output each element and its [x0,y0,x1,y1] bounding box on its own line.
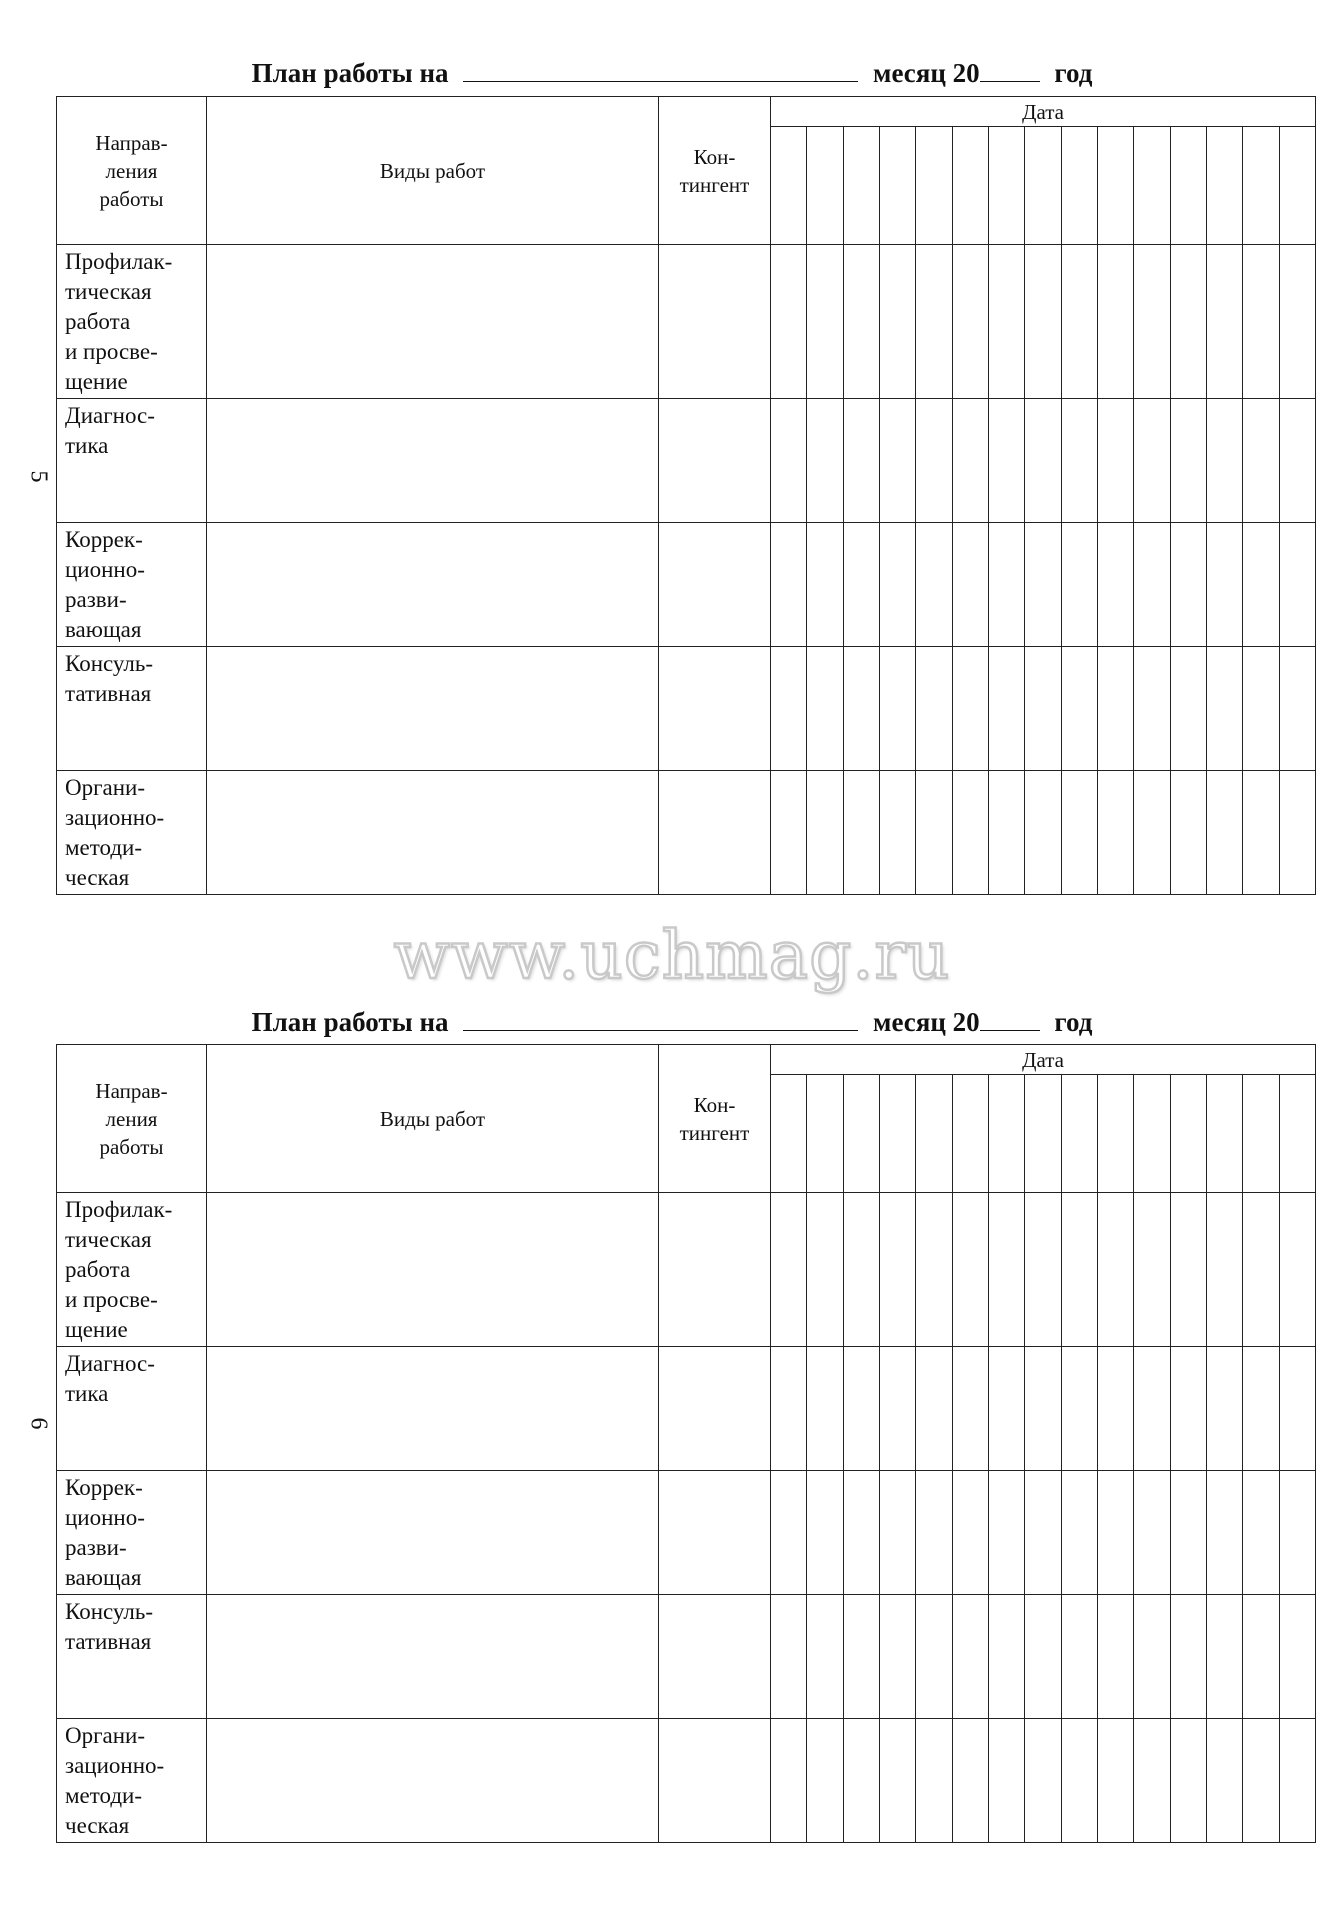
work-types-cell[interactable] [207,1471,659,1595]
date-cell[interactable] [1061,1193,1097,1347]
date-header-cell[interactable] [988,1075,1024,1193]
date-cell[interactable] [1134,1193,1170,1347]
date-cell[interactable] [952,245,988,399]
header-row [57,97,1316,127]
month-blank-field[interactable] [463,55,858,82]
work-types-cell[interactable] [207,1719,659,1843]
date-cell[interactable] [1025,523,1061,647]
date-cell[interactable] [916,1347,952,1471]
date-cell[interactable] [988,771,1024,895]
date-cell[interactable] [807,245,843,399]
table-row [57,1471,1316,1595]
date-cell[interactable] [1097,1471,1133,1595]
date-cell[interactable] [988,1347,1024,1471]
date-cell[interactable] [807,1595,843,1719]
date-cell[interactable] [916,399,952,523]
date-cell[interactable] [1206,523,1242,647]
date-cell[interactable] [1243,1347,1279,1471]
work-types-header: Виды работ [207,97,659,245]
date-header-cell[interactable] [879,1075,915,1193]
plan-table [56,96,1316,895]
date-header: Дата [771,97,1316,127]
month-blank-field[interactable] [463,1004,858,1031]
table-row [57,245,1316,399]
date-cell[interactable] [1134,1347,1170,1471]
date-cell[interactable] [1243,771,1279,895]
date-cell[interactable] [879,1471,915,1595]
work-types-cell[interactable] [207,771,659,895]
row-direction-label: Консуль- тативная [57,647,207,771]
contingent-header: Кон- тингент [659,97,771,245]
contingent-cell[interactable] [659,245,771,399]
date-cell[interactable] [771,1719,807,1843]
date-header-cell[interactable] [1097,127,1133,245]
date-cell[interactable] [1134,1471,1170,1595]
work-types-header: Виды работ [207,1045,659,1193]
date-header-cell[interactable] [1170,1075,1206,1193]
date-cell[interactable] [916,771,952,895]
date-cell[interactable] [1134,647,1170,771]
date-cell[interactable] [1097,523,1133,647]
date-cell[interactable] [1134,1595,1170,1719]
date-cell[interactable] [1170,245,1206,399]
date-cell[interactable] [771,1193,807,1347]
date-header-cell[interactable] [988,127,1024,245]
date-cell[interactable] [1025,245,1061,399]
date-cell[interactable] [1279,1719,1316,1843]
date-cell[interactable] [879,399,915,523]
date-cell[interactable] [1025,647,1061,771]
date-cell[interactable] [916,1595,952,1719]
contingent-cell[interactable] [659,1471,771,1595]
date-cell[interactable] [1061,1595,1097,1719]
date-cell[interactable] [771,771,807,895]
date-cell[interactable] [807,647,843,771]
date-header-cell[interactable] [1279,1075,1316,1193]
date-cell[interactable] [1279,1193,1316,1347]
contingent-header: Кон- тингент [659,1045,771,1193]
date-cell[interactable] [916,647,952,771]
date-cell[interactable] [1025,1595,1061,1719]
date-header-cell[interactable] [1206,1075,1242,1193]
date-cell[interactable] [952,1193,988,1347]
date-cell[interactable] [952,1347,988,1471]
date-cell[interactable] [988,1471,1024,1595]
date-header-cell[interactable] [1206,127,1242,245]
date-header-cell[interactable] [1025,127,1061,245]
date-cell[interactable] [1170,647,1206,771]
date-cell[interactable] [807,1471,843,1595]
date-cell[interactable] [1206,771,1242,895]
date-cell[interactable] [1243,245,1279,399]
date-cell[interactable] [988,1719,1024,1843]
date-cell[interactable] [843,1595,879,1719]
date-cell[interactable] [879,1719,915,1843]
date-cell[interactable] [879,1595,915,1719]
page-number: 6 [25,1417,52,1430]
date-header-cell[interactable] [952,1075,988,1193]
date-header-cell[interactable] [843,127,879,245]
date-cell[interactable] [1097,771,1133,895]
title-middle: месяц 20 [873,1007,980,1037]
date-header-cell[interactable] [843,1075,879,1193]
date-cell[interactable] [1206,1719,1242,1843]
date-cell[interactable] [952,771,988,895]
date-cell[interactable] [952,523,988,647]
date-cell[interactable] [1061,1347,1097,1471]
date-cell[interactable] [952,647,988,771]
date-cell[interactable] [843,647,879,771]
contingent-cell[interactable] [659,523,771,647]
contingent-cell[interactable] [659,1347,771,1471]
date-cell[interactable] [1061,1471,1097,1595]
date-cell[interactable] [1243,1595,1279,1719]
contingent-cell[interactable] [659,1193,771,1347]
date-cell[interactable] [952,1595,988,1719]
date-cell[interactable] [807,523,843,647]
work-types-cell[interactable] [207,523,659,647]
date-cell[interactable] [879,245,915,399]
date-cell[interactable] [916,523,952,647]
contingent-cell[interactable] [659,771,771,895]
date-cell[interactable] [843,523,879,647]
date-cell[interactable] [1170,1595,1206,1719]
date-cell[interactable] [843,1471,879,1595]
date-cell[interactable] [1061,1719,1097,1843]
page-number: 5 [25,470,52,483]
row-direction-label: Органи- зационно- методи- ческая [57,1719,207,1843]
contingent-cell[interactable] [659,647,771,771]
date-cell[interactable] [1170,399,1206,523]
title-suffix: год [1054,58,1093,88]
date-cell[interactable] [1206,1347,1242,1471]
directions-header: Направ- ления работы [57,1045,207,1193]
row-direction-label: Коррек- ционно- разви- вающая [57,523,207,647]
table-row [57,1595,1316,1719]
date-header-cell[interactable] [807,127,843,245]
date-cell[interactable] [1243,1193,1279,1347]
date-cell[interactable] [879,647,915,771]
date-header-cell[interactable] [771,127,807,245]
date-cell[interactable] [952,1719,988,1843]
date-cell[interactable] [1061,523,1097,647]
work-types-cell[interactable] [207,399,659,523]
date-cell[interactable] [1279,399,1316,523]
date-cell[interactable] [1170,1719,1206,1843]
date-cell[interactable] [879,771,915,895]
plan-table [56,1044,1316,1843]
date-header: Дата [771,1045,1316,1075]
date-cell[interactable] [1061,399,1097,523]
row-direction-label: Органи- зационно- методи- ческая [57,771,207,895]
row-direction-label: Профилак- тическая работа и просве- щение [57,1193,207,1347]
date-cell[interactable] [1170,1193,1206,1347]
date-cell[interactable] [1097,399,1133,523]
title-prefix: План работы на [251,58,449,88]
date-cell[interactable] [879,523,915,647]
date-header-cell[interactable] [1061,127,1097,245]
date-cell[interactable] [807,1719,843,1843]
directions-header: Направ- ления работы [57,97,207,245]
date-header-cell[interactable] [1279,127,1316,245]
date-cell[interactable] [843,771,879,895]
date-cell[interactable] [1134,245,1170,399]
date-cell[interactable] [771,245,807,399]
date-cell[interactable] [1243,1471,1279,1595]
date-cell[interactable] [1279,523,1316,647]
date-cell[interactable] [879,1347,915,1471]
sheet-title [0,53,1344,93]
table-row [57,1347,1316,1471]
date-cell[interactable] [807,1347,843,1471]
date-cell[interactable] [1134,399,1170,523]
date-cell[interactable] [807,1193,843,1347]
date-cell[interactable] [1206,399,1242,523]
date-cell[interactable] [1134,1719,1170,1843]
date-cell[interactable] [916,245,952,399]
date-header-cell[interactable] [771,1075,807,1193]
date-cell[interactable] [1097,1347,1133,1471]
date-header-cell[interactable] [1134,127,1170,245]
date-cell[interactable] [988,1595,1024,1719]
date-cell[interactable] [1025,1347,1061,1471]
date-header-cell[interactable] [1061,1075,1097,1193]
date-cell[interactable] [1134,523,1170,647]
row-direction-label: Коррек- ционно- разви- вающая [57,1471,207,1595]
date-cell[interactable] [1097,1719,1133,1843]
header-row [57,1045,1316,1075]
date-cell[interactable] [1279,1595,1316,1719]
table-row [57,1719,1316,1843]
date-header-cell[interactable] [952,127,988,245]
date-cell[interactable] [1279,1471,1316,1595]
date-cell[interactable] [1206,1193,1242,1347]
row-direction-label: Консуль- тативная [57,1595,207,1719]
date-cell[interactable] [1097,647,1133,771]
date-cell[interactable] [1243,1719,1279,1843]
date-cell[interactable] [771,523,807,647]
table-row [57,523,1316,647]
date-cell[interactable] [1206,1595,1242,1719]
date-cell[interactable] [771,1471,807,1595]
date-cell[interactable] [1170,1471,1206,1595]
work-types-cell[interactable] [207,647,659,771]
work-types-cell[interactable] [207,1347,659,1471]
date-cell[interactable] [1097,245,1133,399]
date-cell[interactable] [952,399,988,523]
date-cell[interactable] [916,1193,952,1347]
sheet-title [0,1002,1344,1042]
date-cell[interactable] [988,399,1024,523]
date-cell[interactable] [988,523,1024,647]
date-cell[interactable] [916,1719,952,1843]
date-cell[interactable] [771,1347,807,1471]
date-cell[interactable] [1025,399,1061,523]
date-cell[interactable] [1061,647,1097,771]
row-direction-label: Диагнос- тика [57,399,207,523]
date-header-cell[interactable] [879,127,915,245]
date-cell[interactable] [1170,1347,1206,1471]
work-types-cell[interactable] [207,1595,659,1719]
date-cell[interactable] [1025,1471,1061,1595]
date-cell[interactable] [1206,245,1242,399]
date-cell[interactable] [843,245,879,399]
contingent-cell[interactable] [659,399,771,523]
date-cell[interactable] [843,1193,879,1347]
date-cell[interactable] [843,1347,879,1471]
title-middle: месяц 20 [873,58,980,88]
work-types-cell[interactable] [207,1193,659,1347]
work-types-cell[interactable] [207,245,659,399]
date-cell[interactable] [771,1595,807,1719]
row-direction-label: Диагнос- тика [57,1347,207,1471]
date-header-cell[interactable] [1243,127,1279,245]
date-cell[interactable] [1170,771,1206,895]
date-cell[interactable] [1097,1595,1133,1719]
date-cell[interactable] [1097,1193,1133,1347]
title-prefix: План работы на [251,1007,449,1037]
date-cell[interactable] [1279,245,1316,399]
contingent-cell[interactable] [659,1595,771,1719]
date-cell[interactable] [1025,771,1061,895]
date-cell[interactable] [1243,647,1279,771]
date-cell[interactable] [1279,1347,1316,1471]
date-cell[interactable] [1243,399,1279,523]
title-suffix: год [1054,1007,1093,1037]
date-cell[interactable] [771,399,807,523]
year-blank-field[interactable] [980,1004,1040,1031]
date-cell[interactable] [1025,1719,1061,1843]
date-header-cell[interactable] [1097,1075,1133,1193]
table-row [57,647,1316,771]
date-cell[interactable] [843,399,879,523]
date-cell[interactable] [1206,1471,1242,1595]
date-cell[interactable] [1025,1193,1061,1347]
table-row [57,771,1316,895]
date-cell[interactable] [807,771,843,895]
table-row [57,1193,1316,1347]
date-cell[interactable] [916,1471,952,1595]
date-cell[interactable] [879,1193,915,1347]
date-header-cell[interactable] [916,127,952,245]
date-cell[interactable] [771,647,807,771]
date-header-cell[interactable] [1243,1075,1279,1193]
date-cell[interactable] [988,1193,1024,1347]
row-direction-label: Профилак- тическая работа и просве- щение [57,245,207,399]
date-cell[interactable] [952,1471,988,1595]
date-cell[interactable] [988,245,1024,399]
date-cell[interactable] [988,647,1024,771]
date-header-cell[interactable] [1134,1075,1170,1193]
date-header-cell[interactable] [916,1075,952,1193]
date-cell[interactable] [843,1719,879,1843]
year-blank-field[interactable] [980,55,1040,82]
date-cell[interactable] [1134,771,1170,895]
watermark-text: www.uchmag.ru [393,917,951,994]
date-cell[interactable] [1243,523,1279,647]
date-cell[interactable] [1279,771,1316,895]
date-header-cell[interactable] [807,1075,843,1193]
date-cell[interactable] [1061,771,1097,895]
date-cell[interactable] [1061,245,1097,399]
date-cell[interactable] [1170,523,1206,647]
date-header-cell[interactable] [1170,127,1206,245]
date-cell[interactable] [807,399,843,523]
date-header-cell[interactable] [1025,1075,1061,1193]
date-cell[interactable] [1206,647,1242,771]
date-cell[interactable] [1279,647,1316,771]
contingent-cell[interactable] [659,1719,771,1843]
table-row [57,399,1316,523]
